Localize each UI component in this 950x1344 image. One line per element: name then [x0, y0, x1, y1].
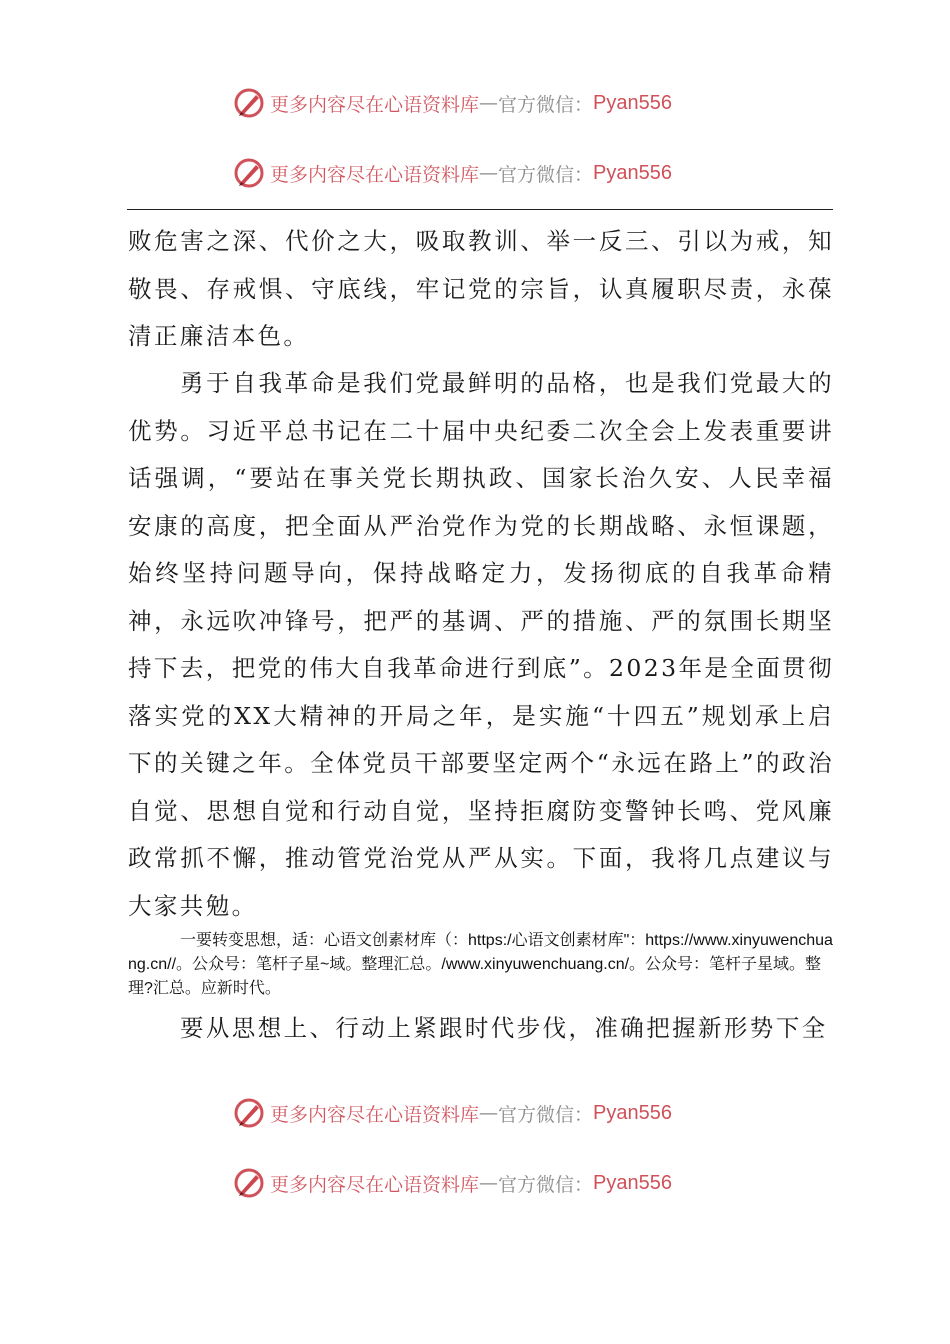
watermark-contact-id: Pyan556	[593, 161, 672, 184]
paragraph-continuation: 败危害之深、代价之大，吸取教训、举一反三、引以为戒，知敬畏、存戒惧、守底线，牢记党的宗旨，认真履职尽责，永葆清正廉洁本色。	[128, 227, 834, 350]
pen-logo-icon	[232, 86, 266, 120]
watermark-contact-id: Pyan556	[593, 1101, 672, 1124]
paragraph-thinking: 要从思想上、行动上紧跟时代步伐，准确把握新形势下全	[180, 1014, 828, 1042]
watermark-dash: —	[479, 1172, 499, 1194]
pen-logo-icon	[232, 1096, 266, 1130]
watermark-banner	[232, 155, 672, 191]
watermark-brand: 更多内容尽在心语资料库	[270, 1103, 480, 1126]
watermark-contact-label: 官方微信：	[498, 163, 594, 186]
watermark-banner	[232, 1095, 672, 1131]
watermark-brand: 更多内容尽在心语资料库	[270, 1173, 480, 1196]
watermark-banner	[232, 85, 672, 121]
pen-logo-icon	[232, 1166, 266, 1200]
paragraph-watermarked-heading: 一要转变思想，适：心语文创素材库（：https:/心语文创素材库"：https://www.xinyuwenchuang.cn//。公众号：笔杆子星~域。整理汇总。/www.xinyuwenchuang.cn/。公众号：笔杆子星域。整理?汇总。应新时代。	[128, 932, 833, 997]
header-divider	[127, 209, 833, 210]
watermark-brand: 更多内容尽在心语资料库	[270, 163, 480, 186]
paragraph-self-revolution: 勇于自我革命是我们党最鲜明的品格，也是我们党最大的优势。习近平总书记在二十届中央纪委二次全会上发表重要讲话强调，“要站在事关党长期执政、国家长治久安、人民幸福安康的高度，把全面从严治党作为党的长期战略、永恒课题，始终坚持问题导向，保持战略定力，发扬彻底的自我革命精神，永远吹冲锋号，把严的基调、严的措施、严的氛围长期坚持下去，把党的伟大自我革命进行到底”。2023年是全面贯彻落实党的XX大精神的开局之年，是实施“十四五”规划承上启下的关键之年。全体党员干部要坚定两个“永远在路上”的政治自觉、思想自觉和行动自觉，坚持拒腐防变警钟长鸣、党风廉政常抓不懈，推动管党治党从严从实。下面，我将几点建议与大家共勉。	[128, 369, 834, 920]
watermark-contact-label: 官方微信：	[498, 1173, 594, 1196]
watermark-contact-id: Pyan556	[593, 91, 672, 114]
watermark-dash: —	[479, 1102, 499, 1124]
watermark-banner	[232, 1165, 672, 1201]
pen-logo-icon	[232, 156, 266, 190]
watermark-contact-label: 官方微信：	[498, 93, 594, 116]
watermark-contact-id: Pyan556	[593, 1171, 672, 1194]
watermark-dash: —	[479, 92, 499, 114]
watermark-contact-label: 官方微信：	[498, 1103, 594, 1126]
watermark-dash: —	[479, 162, 499, 184]
watermark-brand: 更多内容尽在心语资料库	[270, 93, 480, 116]
